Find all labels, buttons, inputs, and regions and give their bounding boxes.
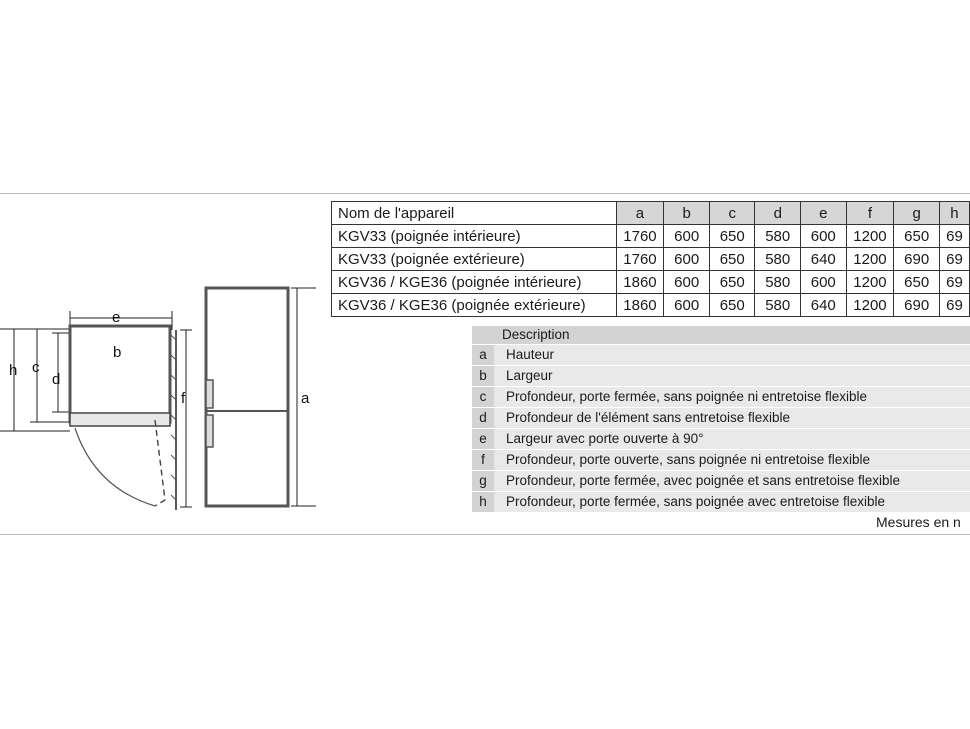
column-header: g	[894, 202, 940, 225]
cell-value: 69	[939, 271, 969, 294]
cell-value: 650	[894, 225, 940, 248]
cell-value: 690	[894, 294, 940, 317]
cell-value: 650	[709, 294, 755, 317]
table-header-row	[332, 202, 970, 225]
legend-letter: h	[472, 492, 494, 512]
legend-letter: e	[472, 429, 494, 449]
list-item	[472, 386, 970, 407]
label-h: h	[9, 362, 18, 379]
cell-value: 690	[894, 248, 940, 271]
list-item	[472, 407, 970, 428]
cell-value: 1200	[846, 294, 894, 317]
legend-text: Largeur avec porte ouverte à 90°	[506, 431, 704, 446]
door-swing-arc	[75, 428, 155, 506]
cell-value: 1200	[846, 225, 894, 248]
legend-letter: d	[472, 408, 494, 428]
label-f: f	[181, 390, 186, 407]
list-item	[472, 491, 970, 512]
cell-value: 600	[664, 271, 710, 294]
cell-value: 580	[755, 271, 801, 294]
row-name: KGV33 (poignée intérieure)	[332, 225, 617, 248]
top-view-cabinet	[70, 326, 170, 422]
cell-value: 580	[755, 225, 801, 248]
column-header: b	[664, 202, 710, 225]
column-header-name: Nom de l'appareil	[332, 202, 617, 225]
dimension-diagram	[0, 270, 330, 520]
legend-text: Hauteur	[506, 347, 555, 362]
legend-text: Profondeur, porte ouverte, sans poignée ni entretoise flexible	[506, 452, 870, 467]
dimensions-table	[331, 201, 970, 317]
row-name: KGV36 / KGE36 (poignée extérieure)	[332, 294, 617, 317]
column-header: e	[801, 202, 847, 225]
cell-value: 69	[939, 225, 969, 248]
legend-text: Profondeur, porte fermée, sans poignée avec entretoise flexible	[506, 494, 885, 509]
column-header: c	[709, 202, 755, 225]
cell-value: 600	[801, 225, 847, 248]
label-b: b	[113, 344, 122, 361]
row-name: KGV36 / KGE36 (poignée intérieure)	[332, 271, 617, 294]
legend-text: Profondeur de l'élément sans entretoise flexible	[506, 410, 790, 425]
cell-value: 69	[939, 294, 969, 317]
label-a: a	[301, 390, 310, 407]
list-item	[472, 470, 970, 491]
cell-value: 1860	[616, 271, 664, 294]
cell-value: 69	[939, 248, 969, 271]
cell-value: 650	[709, 225, 755, 248]
cell-value: 650	[709, 271, 755, 294]
description-legend	[472, 326, 970, 512]
legend-letter: a	[472, 345, 494, 365]
legend-letter: f	[472, 450, 494, 470]
cell-value: 600	[664, 225, 710, 248]
legend-letter: b	[472, 366, 494, 386]
legend-text: Profondeur, porte fermée, sans poignée ni entretoise flexible	[506, 389, 867, 404]
list-item	[472, 344, 970, 365]
column-header: f	[846, 202, 894, 225]
bottom-divider	[0, 534, 970, 535]
side-view-lower-handle	[206, 415, 213, 447]
cell-value: 650	[894, 271, 940, 294]
legend-letter: g	[472, 471, 494, 491]
table-row	[332, 248, 970, 271]
cell-value: 600	[664, 294, 710, 317]
label-d: d	[52, 371, 61, 388]
legend-letter: c	[472, 387, 494, 407]
table-row	[332, 271, 970, 294]
label-c: c	[32, 359, 40, 376]
cell-value: 600	[664, 248, 710, 271]
column-header: h	[939, 202, 969, 225]
row-name: KGV33 (poignée extérieure)	[332, 248, 617, 271]
table-row	[332, 294, 970, 317]
cell-value: 600	[801, 271, 847, 294]
units-note: Mesures en n	[876, 514, 961, 530]
cell-value: 580	[755, 248, 801, 271]
legend-text: Largeur	[506, 368, 553, 383]
side-view-upper-handle	[206, 380, 213, 408]
list-item	[472, 365, 970, 386]
list-item	[472, 449, 970, 470]
table-row	[332, 225, 970, 248]
cell-value: 580	[755, 294, 801, 317]
cell-value: 640	[801, 294, 847, 317]
cell-value: 1860	[616, 294, 664, 317]
cell-value: 1760	[616, 225, 664, 248]
cell-value: 640	[801, 248, 847, 271]
list-item	[472, 428, 970, 449]
cell-value: 650	[709, 248, 755, 271]
cell-value: 1200	[846, 248, 894, 271]
column-header: a	[616, 202, 664, 225]
column-header: d	[755, 202, 801, 225]
label-e: e	[112, 309, 121, 326]
cell-value: 1200	[846, 271, 894, 294]
open-door-outline	[155, 420, 165, 506]
legend-text: Profondeur, porte fermée, avec poignée et sans entretoise flexible	[506, 473, 900, 488]
side-view-fridge-body	[206, 288, 288, 506]
top-divider	[0, 193, 970, 194]
cell-value: 1760	[616, 248, 664, 271]
description-header: Description	[472, 326, 970, 344]
